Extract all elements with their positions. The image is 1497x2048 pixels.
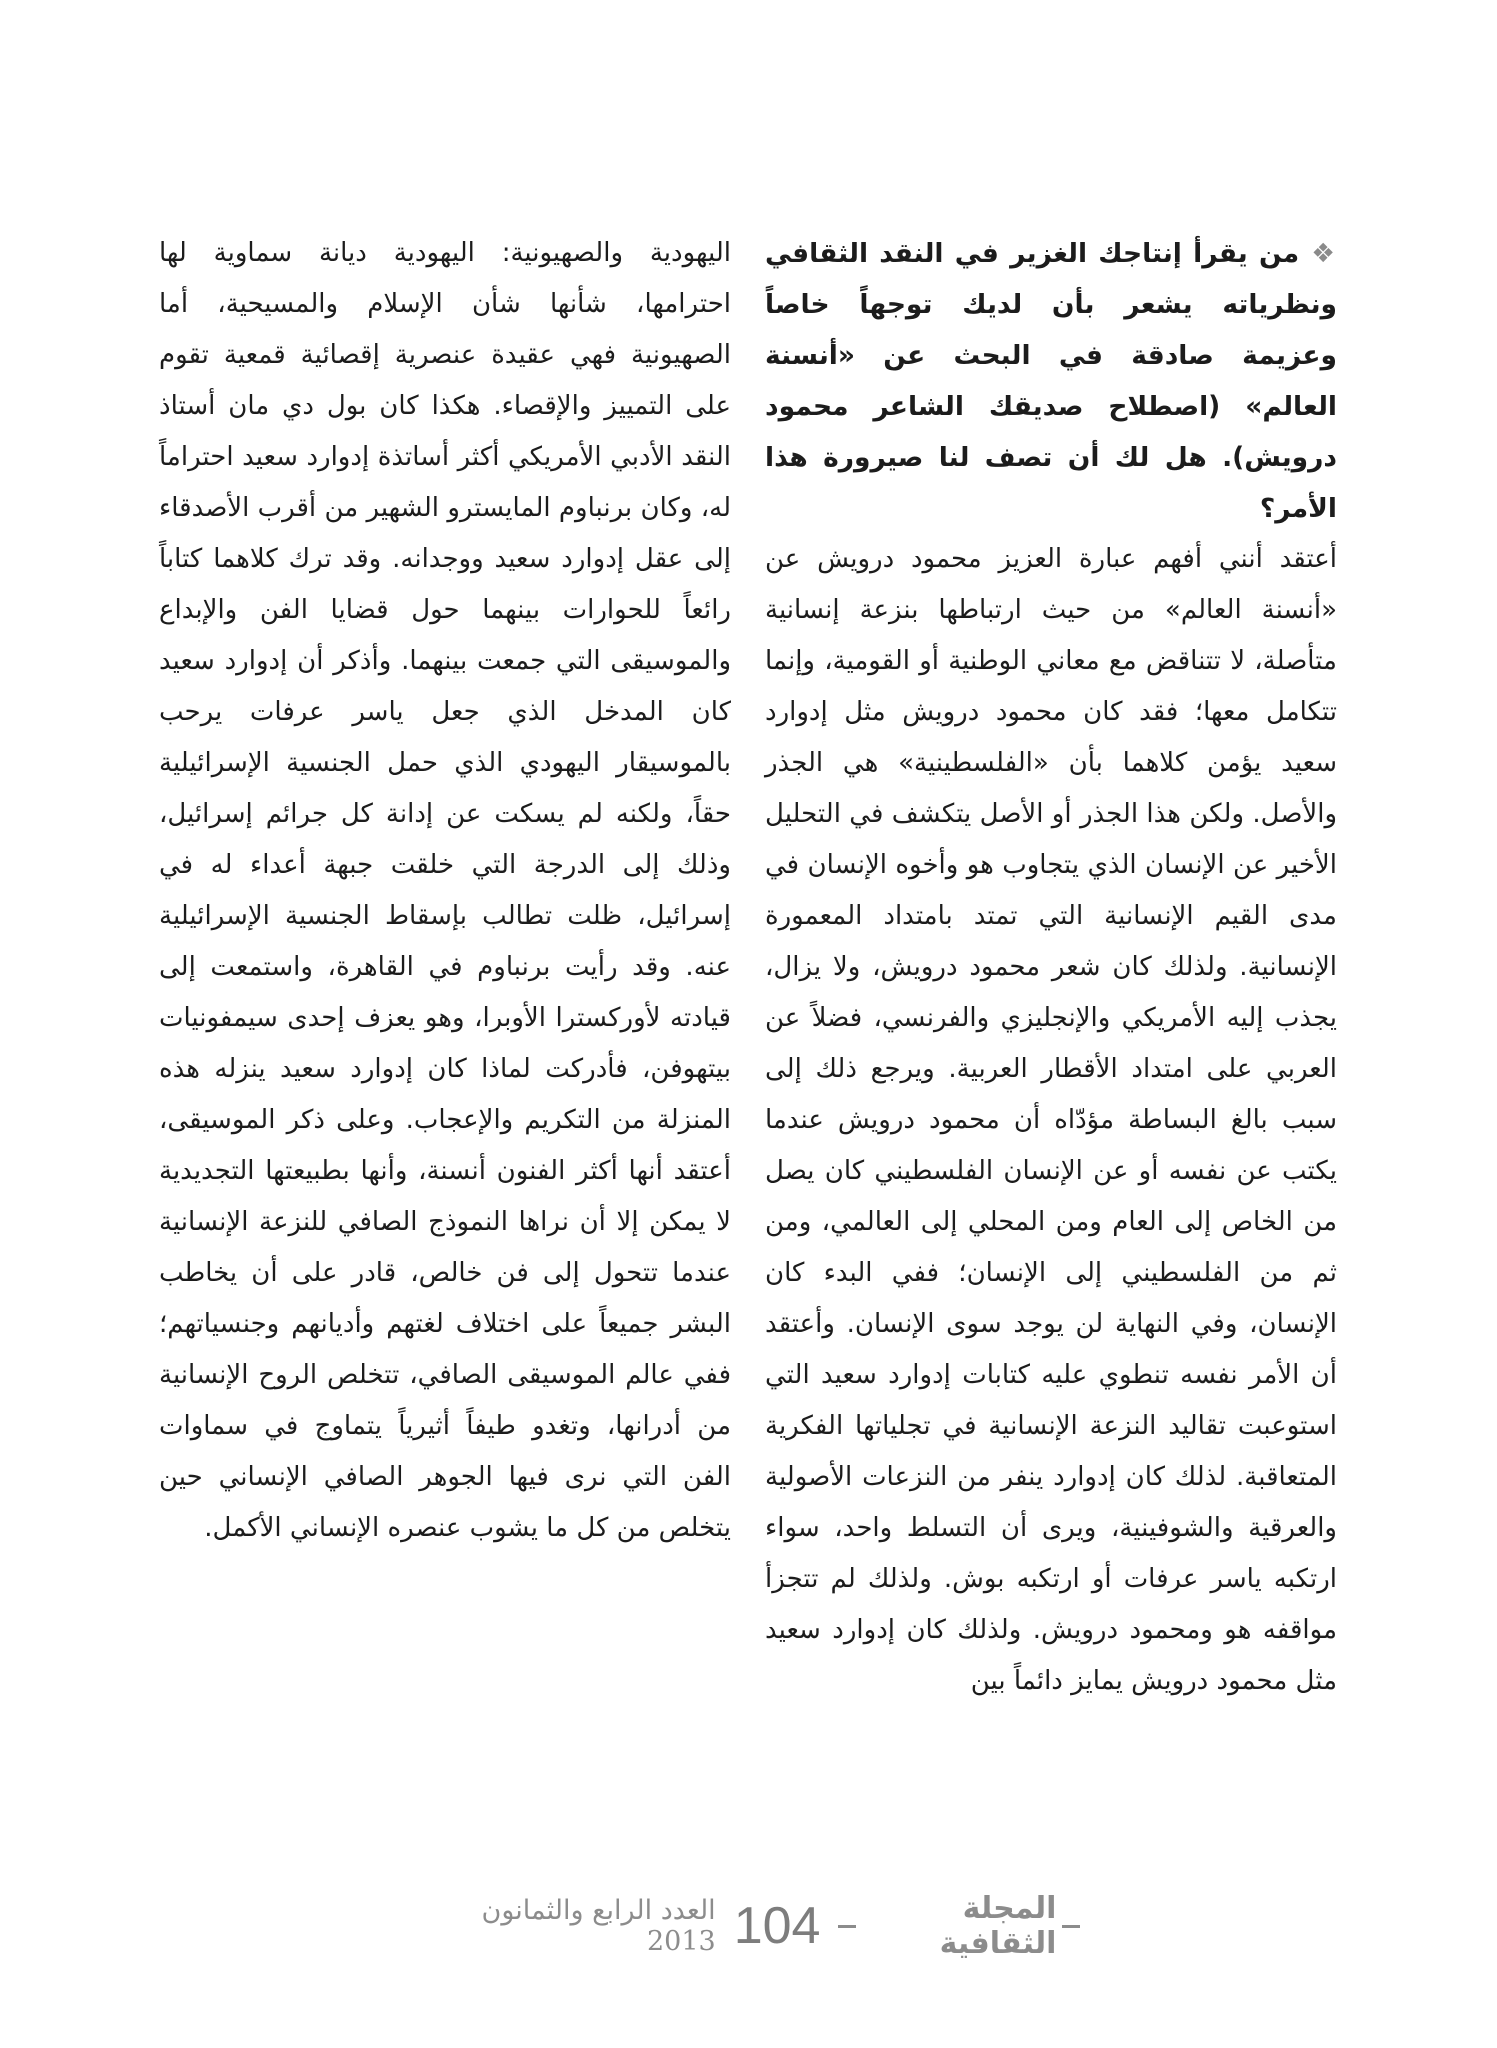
page-footer — [440, 1891, 1080, 1961]
answer-paragraph: أعتقد أنني أفهم عبارة العزيز محمود درويش عن «أنسنة العالم» من حيث ارتباطها بنزعة إنسانية متأصلة، لا تتناقض مع معاني الوطنية أو القومية، وإنما تتكامل معها؛ فقد كان محمود درويش مثل إدوارد سعيد يؤمن كلاهما بأن «الفلسطينية» هي الجذر والأصل. ولكن هذا الجذر أو الأصل يتكشف في التحليل الأخير عن الإنسان الذي يتجاوب هو وأخوه الإنسان في مدى القيم الإنسانية التي تمتد بامتداد المعمورة الإنسانية. ولذلك كان شعر محمود درويش، ولا يزال، يجذب إليه الأمريكي والإنجليزي والفرنسي، فضلاً عن العربي على امتداد الأقطار العربية. ويرجع ذلك إلى سبب بالغ البساطة مؤدّاه أن محمود درويش عندما يكتب عن نفسه أو عن الإنسان الفلسطيني كان يصل من الخاص إلى العام ومن المحلي إلى العالمي، ومن ثم من الفلسطيني إلى الإنسان؛ ففي البدء كان الإنسان، وفي النهاية لن يوجد سوى الإنسان. وأعتقد أن الأمر نفسه تنطوي عليه كتابات إدوارد سعيد التي استوعبت تقاليد النزعة الإنسانية في تجلياتها الفكرية المتعاقبة. لذلك كان إدوارد ينفر من النزعات الأصولية والعرقية والشوفينية، ويرى أن التسلط واحد، سواء ارتكبه ياسر عرفات أو ارتكبه بوش. ولذلك لم تتجزأ مواقفه هو ومحمود درويش. ولذلك كان إدوارد سعيد مثل محمود درويش يمايز دائماً بين — [765, 544, 1337, 1696]
page-number: 104 — [733, 1897, 821, 1955]
article-column-right — [765, 228, 1337, 1707]
question-text: من يقرأ إنتاجك الغزير في النقد الثقافي ونظرياته يشعر بأن لديك توجهاً خاصاً وعزيمة صادقة في البحث عن «أنسنة العالم» (اصطلاح صديقك الشاعر محمود درويش). هل لك أن تصف لنا صيرورة هذا الأمر؟ — [765, 238, 1337, 524]
continued-paragraph: اليهودية والصهيونية: اليهودية ديانة سماوية لها احترامها، شأنها شأن الإسلام والمسيحية، أما الصهيونية فهي عقيدة عنصرية إقصائية قمعية تقوم على التمييز والإقصاء. هكذا كان بول دي مان أستاذ النقد الأدبي الأمريكي أكثر أساتذة إدوارد سعيد احتراماً له، وكان برنباوم المايسترو الشهير من أقرب الأصدقاء إلى عقل إدوارد سعيد ووجدانه. وقد ترك كلاهما كتاباً رائعاً للحوارات بينهما حول قضايا الفن والإبداع والموسيقى التي جمعت بينهما. وأذكر أن إدوارد سعيد كان المدخل الذي جعل ياسر عرفات يرحب بالموسيقار اليهودي الذي حمل الجنسية الإسرائيلية حقاً، ولكنه لم يسكت عن إدانة كل جرائم إسرائيل، وذلك إلى الدرجة التي خلقت جبهة أعداء له في إسرائيل، ظلت تطالب بإسقاط الجنسية الإسرائيلية عنه. وقد رأيت برنباوم في القاهرة، واستمعت إلى قيادته لأوركسترا الأوبرا، وهو يعزف إحدى سيمفونيات بيتهوفن، فأدركت لماذا كان إدوارد سعيد ينزله هذه المنزلة من التكريم والإعجاب. وعلى ذكر الموسيقى، أعتقد أنها أكثر الفنون أنسنة، وأنها بطبيعتها التجديدية لا يمكن إلا أن نراها النموذج الصافي للنزعة الإنسانية عندما تتحول إلى فن خالص، قادر على أن يخاطب البشر جميعاً على اختلاف لغتهم وأديانهم وجنسياتهم؛ ففي عالم الموسيقى الصافي، تتخلص الروح الإنسانية من أدرانها، وتغدو طيفاً أثيرياً يتماوج في سماوات الفن التي نرى فيها الجوهر الصافي الإنساني حين يتخلص من كل ما يشوب عنصره الإنساني الأكمل. — [159, 238, 731, 1543]
issue-label: العدد الرابع والثمانون 2013 — [481, 1895, 716, 1957]
magazine-name: المجلة الثقافية — [939, 1891, 1057, 1961]
magazine-logo — [838, 1891, 1080, 1961]
article-column-left — [159, 228, 731, 1554]
logo-dash-left — [838, 1925, 856, 1928]
diamond-bullet-icon: ❖ — [1311, 238, 1337, 269]
interview-question — [765, 228, 1337, 534]
logo-dash-right — [1062, 1925, 1080, 1928]
